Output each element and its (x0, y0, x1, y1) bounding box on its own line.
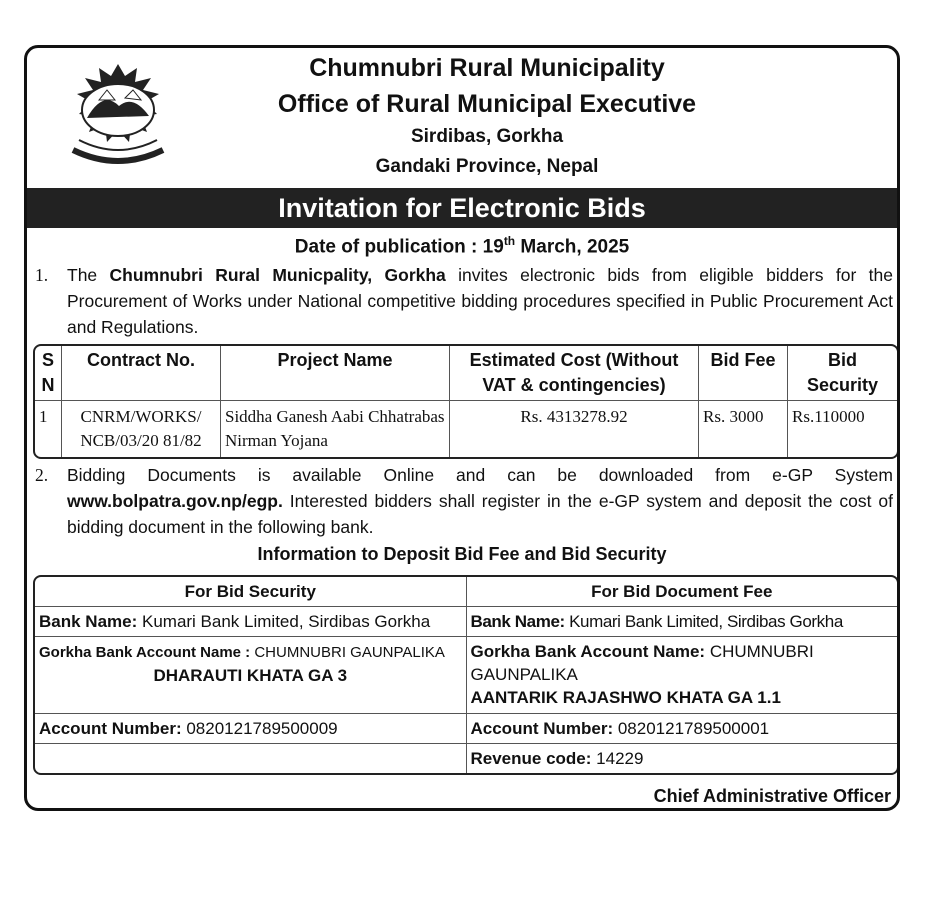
paragraph-text: invites electronic bids from eligible bidders for the Procurement of Works under National competitive bidding procedures specified in Public Procurement Act and Regulations. (67, 265, 893, 337)
bid-table (33, 344, 899, 459)
col-header-contract: Contract No. (62, 346, 221, 401)
paragraph-number: 1. (35, 265, 49, 285)
revenue-code-empty (35, 744, 466, 774)
col-header-bid-security: Bid Security (788, 346, 898, 401)
account-name-right (466, 637, 897, 714)
signature-title: Chief Administrative Officer (653, 786, 891, 806)
account-number-right (466, 714, 897, 744)
revenue-code-label: Revenue code: (470, 749, 592, 768)
revenue-code-row (35, 744, 897, 774)
paragraph-2 (35, 462, 893, 540)
revenue-code-value: 14229 (591, 749, 644, 768)
notice-banner-title: Invitation for Electronic Bids (27, 188, 897, 228)
account-number-value: 0820121789500001 (613, 719, 770, 738)
cell-sn: 1 (35, 401, 62, 458)
publication-date-label: Date of publication : 19 (294, 236, 504, 258)
bank-name-row (35, 607, 897, 637)
cell-cost: Rs. 4313278.92 (450, 401, 699, 458)
paragraph-text: Interested bidders shall register in the e-GP system and deposit the cost of bidding document in the following bank. (67, 491, 893, 537)
account-name-row (35, 637, 897, 714)
revenue-code (466, 744, 897, 774)
bank-header-row (35, 577, 897, 607)
egp-url: www.bolpatra.gov.np/egp. (67, 491, 283, 511)
deposit-heading: Information to Deposit Bid Fee and Bid Security (257, 544, 667, 564)
bank-name-label: Bank Name: (470, 612, 565, 631)
account-name-khata: AANTARIK RAJASHWO KHATA GA 1.1 (470, 688, 781, 707)
paragraph-text: The (67, 265, 110, 285)
publication-date-rest: March, 2025 (515, 236, 630, 258)
table-row (35, 401, 897, 458)
publication-date-suffix: th (503, 234, 516, 248)
account-name-label: Gorkha Bank Account Name : (39, 644, 251, 661)
paragraph-text: Bidding Documents is available Online and can be downloaded from e-GP System (67, 465, 893, 485)
municipality-name: Chumnubri Rural Municipality (309, 54, 665, 82)
account-number-value: 0820121789500009 (181, 719, 338, 738)
bank-name-value: Kumari Bank Limited, Sirdibas Gorkha (137, 612, 431, 631)
account-number-row (35, 714, 897, 744)
account-number-left (35, 714, 466, 744)
account-name-value: CHUMNUBRI GAUNPALIKA (470, 642, 814, 684)
account-name-value: CHUMNUBRI GAUNPALIKA (250, 644, 445, 661)
account-name-khata: DHARAUTI KHATA GA 3 (153, 666, 348, 685)
col-header-bid-security: For Bid Security (35, 577, 466, 607)
cell-project: Siddha Ganesh Aabi Chhatrabas Nirman Yojana (221, 401, 450, 458)
nepal-emblem-icon (59, 60, 177, 168)
province-line: Gandaki Province, Nepal (375, 156, 599, 177)
cell-contract: CNRM/WORKS/ NCB/03/20 81/82 (62, 401, 221, 458)
col-header-bid-document-fee: For Bid Document Fee (466, 577, 897, 607)
col-header-project: Project Name (221, 346, 450, 401)
account-name-label: Gorkha Bank Account Name: (470, 642, 706, 661)
account-name-left (35, 637, 466, 714)
bank-name-right (466, 607, 897, 637)
account-number-label: Account Number: (39, 719, 182, 738)
bank-name-left (35, 607, 466, 637)
table-header-row (35, 346, 897, 401)
address-line: Sirdibas, Gorkha (410, 126, 564, 147)
paragraph-number: 2. (35, 465, 49, 485)
publication-date (27, 234, 897, 258)
office-name: Office of Rural Municipal Executive (277, 90, 697, 118)
paragraph-1 (35, 262, 893, 340)
col-header-bid-fee: Bid Fee (699, 346, 788, 401)
col-header-sn: S N (35, 346, 62, 401)
col-header-cost: Estimated Cost (Without VAT & contingencies) (450, 346, 699, 401)
bank-name-label: Bank Name: (39, 612, 138, 631)
account-number-label: Account Number: (470, 719, 614, 738)
bank-name-value: Kumari Bank Limited, Sirdibas Gorkha (564, 612, 843, 631)
paragraph-bold-text: Chumnubri Rural Municpality, Gorkha (109, 265, 446, 285)
notice-frame (24, 45, 900, 811)
bank-table (33, 575, 899, 775)
cell-bid-security: Rs.110000 (792, 407, 865, 426)
cell-bid-fee: Rs. 3000 (699, 401, 788, 458)
